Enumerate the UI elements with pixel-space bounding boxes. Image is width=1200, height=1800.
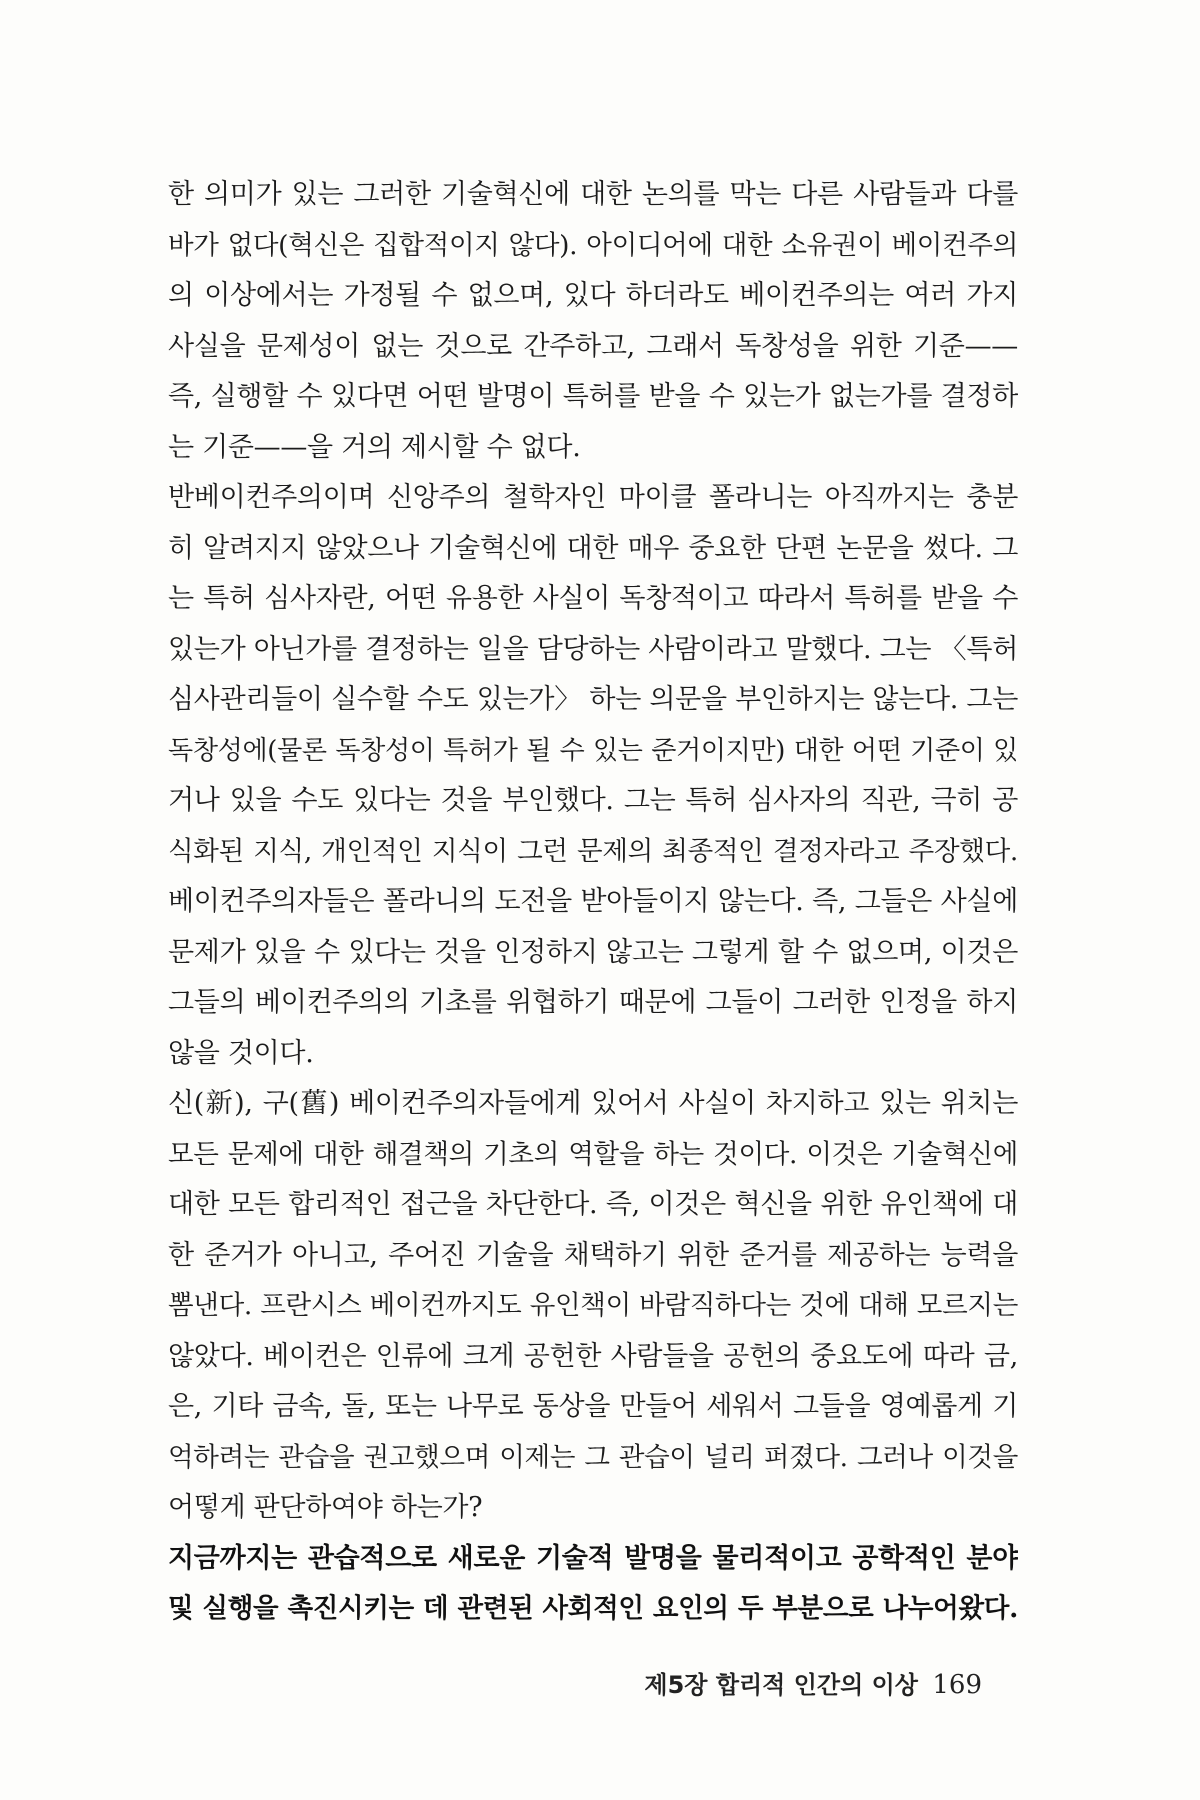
- text-line: 는 특허 심사자란, 어떤 유용한 사실이 독창적이고 따라서 특허를 받을 수: [168, 583, 1018, 614]
- text-line: 않을 것이다.: [168, 1037, 314, 1069]
- paragraph-2: [168, 473, 1018, 1079]
- text-line: 않았다. 베이컨은 인류에 크게 공헌한 사람들을 공헌의 중요도에 따라 금,: [168, 1340, 1018, 1372]
- text-line: 반베이컨주의이며 신앙주의 철학자인 마이클 폴라니는 아직까지는 충분: [168, 482, 1018, 513]
- text-line: 히 알려지지 않았으나 기술혁신에 대한 매우 중요한 단편 논문을 썼다. 그: [168, 532, 1018, 564]
- text-line: 지금까지는 관습적으로 새로운 기술적 발명을 물리적이고 공학적인 분야: [168, 1542, 1018, 1574]
- text-line: 거나 있을 수도 있다는 것을 부인했다. 그는 특허 심사자의 직관, 극히 공: [168, 785, 1018, 816]
- text-line: 뽐낸다. 프란시스 베이컨까지도 유인책이 바람직하다는 것에 대해 모르지는: [168, 1290, 1018, 1321]
- text-line: 즉, 실행할 수 있다면 어떤 발명이 특허를 받을 수 있는가 없는가를 결정하: [168, 381, 1018, 412]
- text-line: 한 의미가 있는 그러한 기술혁신에 대한 논의를 막는 다른 사람들과 다를: [168, 179, 1018, 210]
- text-line: 신(新), 구(舊) 베이컨주의자들에게 있어서 사실이 차지하고 있는 위치는: [168, 1088, 1018, 1119]
- text-line: 바가 없다(혁신은 집합적이지 않다). 아이디어에 대한 소유권이 베이컨주의: [168, 229, 1018, 261]
- text-line: 베이컨주의자들은 폴라니의 도전을 받아들이지 않는다. 즉, 그들은 사실에: [168, 886, 1018, 917]
- page-footer: [644, 1665, 982, 1700]
- text-line: 은, 기타 금속, 돌, 또는 나무로 동상을 만들어 세워서 그들을 영예롭게 기: [168, 1391, 1018, 1422]
- text-line: 는 기준——을 거의 제시할 수 없다.: [168, 431, 581, 463]
- text-line: 독창성에(물론 독창성이 특허가 될 수 있는 준거이지만) 대한 어떤 기준이 있: [168, 735, 1018, 766]
- text-line: 및 실행을 촉진시키는 데 관련된 사회적인 요인의 두 부분으로 나누어왔다.: [168, 1593, 1018, 1624]
- running-head: 제5장 합리적 인간의 이상: [644, 1671, 918, 1699]
- text-line: 모든 문제에 대한 해결책의 기초의 역할을 하는 것이다. 이것은 기술혁신에: [168, 1138, 1018, 1170]
- text-line: 사실을 문제성이 없는 것으로 간주하고, 그래서 독창성을 위한 기준——: [168, 330, 1018, 362]
- text-line: 식화된 지식, 개인적인 지식이 그런 문제의 최종적인 결정자라고 주장했다.: [168, 835, 1018, 867]
- paragraph-3: [168, 1079, 1018, 1534]
- text-line: 그들의 베이컨주의의 기초를 위협하기 때문에 그들이 그러한 인정을 하지: [168, 987, 1018, 1018]
- text-line: 한 준거가 아니고, 주어진 기술을 채택하기 위한 준거를 제공하는 능력을: [168, 1239, 1018, 1271]
- text-line: 문제가 있을 수 있다는 것을 인정하지 않고는 그렇게 할 수 없으며, 이것은: [168, 936, 1018, 968]
- text-line: 억하려는 관습을 권고했으며 이제는 그 관습이 널리 퍼졌다. 그러나 이것을: [168, 1441, 1018, 1473]
- text-line: 어떻게 판단하여야 하는가?: [168, 1492, 483, 1523]
- page-number: 169: [932, 1670, 982, 1700]
- text-line: 대한 모든 합리적인 접근을 차단한다. 즉, 이것은 혁신을 위한 유인책에 대: [168, 1189, 1018, 1220]
- body-text: [168, 170, 1018, 1635]
- paragraph-1: [168, 170, 1018, 473]
- text-line: 심사관리들이 실수할 수도 있는가〉 하는 의문을 부인하지는 않는다. 그는: [168, 684, 1018, 715]
- paragraph-4: [168, 1534, 1018, 1635]
- text-line: 의 이상에서는 가정될 수 없으며, 있다 하더라도 베이컨주의는 여러 가지: [168, 280, 1018, 311]
- text-line: 있는가 아닌가를 결정하는 일을 담당하는 사람이라고 말했다. 그는 〈특허: [168, 633, 1018, 665]
